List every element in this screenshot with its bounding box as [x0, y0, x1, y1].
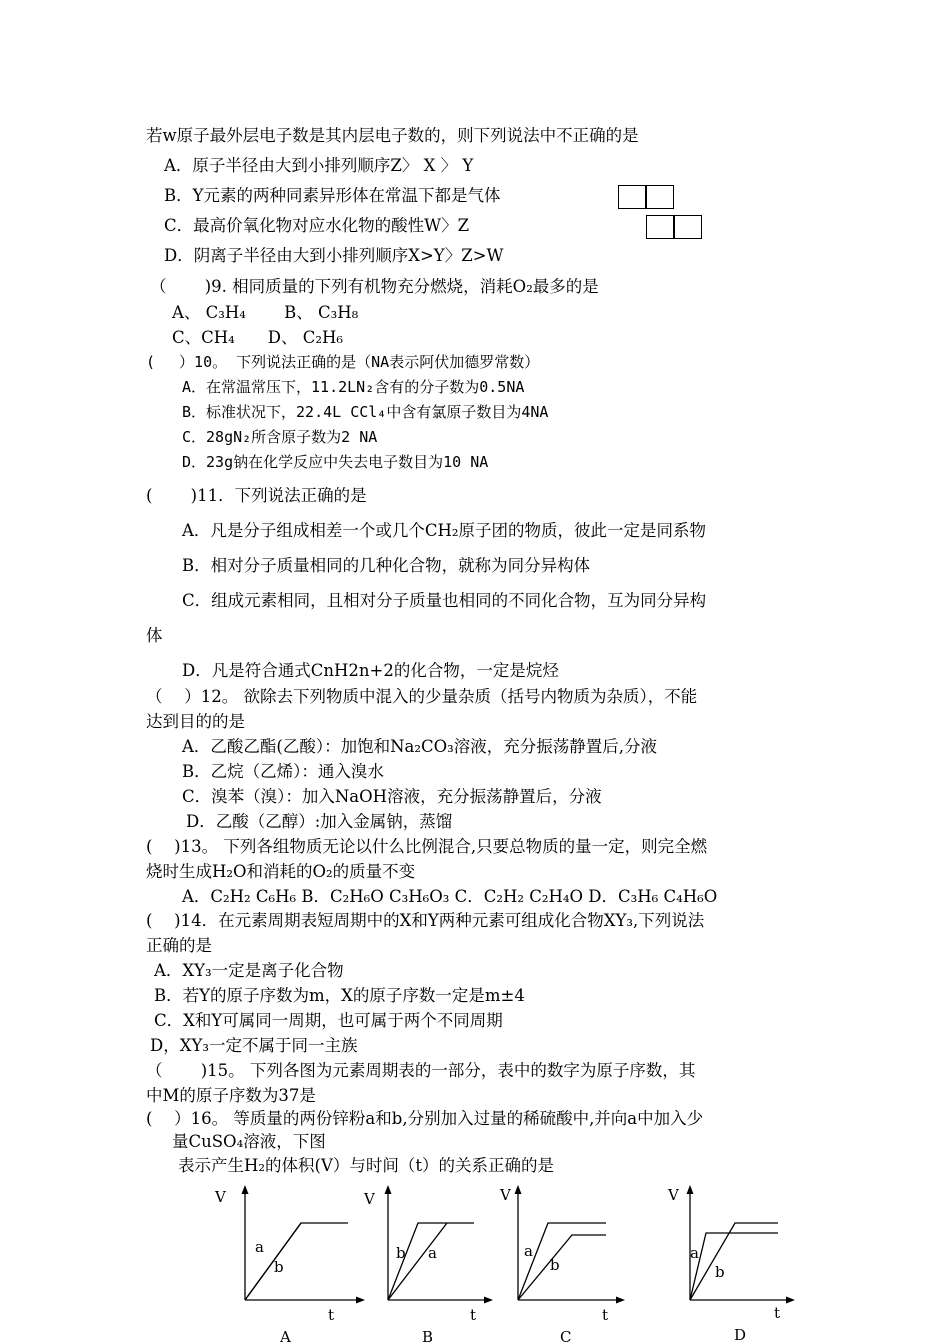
- graph-d-t-label: t: [774, 1304, 781, 1322]
- graph-c-t-label: t: [602, 1306, 609, 1324]
- graph-c-v-label: V: [500, 1186, 511, 1204]
- graph-d-caption: D: [734, 1326, 747, 1344]
- graph-c-series-2: b: [550, 1256, 560, 1274]
- graph-b-caption: B: [422, 1328, 434, 1344]
- graph-d-v-label: V: [668, 1186, 679, 1204]
- graph-b-t-label: t: [470, 1306, 477, 1324]
- q14-option-d: D，XY₃一定不属于同一主族: [150, 1036, 358, 1055]
- q16-stem-cont2: 表示产生H₂的体积(V）与时间（t）的关系正确的是: [178, 1156, 554, 1175]
- q10-option-a: A．在常温常压下，11.2LN₂含有的分子数为0.5NA: [182, 378, 525, 396]
- q9-options-row1: A、 C₃H₄ B、 C₃H₈: [172, 303, 359, 322]
- q11-option-c: C．组成元素相同，且相对分子质量也相同的不同化合物，互为同分异构: [182, 591, 707, 610]
- graph-a-curve-a: [245, 1223, 348, 1300]
- graph-b-v-label: V: [364, 1190, 375, 1208]
- periodic-table-cell: [618, 185, 646, 209]
- q12-option-b: B．乙烷（乙烯）：通入溴水: [182, 762, 384, 781]
- q16-stem-cont: 量CuSO₄溶液，下图: [172, 1132, 326, 1151]
- q13-options: A．C₂H₂ C₆H₆ B．C₂H₆O C₃H₆O₃ C．C₂H₂ C₂H₄O D．C₃H₆ C₄H₆O: [182, 887, 718, 906]
- q8-option-d: D．阴离子半径由大到小排列顺序X>Y〉Z>W: [164, 246, 504, 265]
- graph-c-series-1: a: [524, 1242, 533, 1260]
- q15-stem: （ )15。 下列各图为元素周期表的一部分，表中的数字为原子序数，其: [146, 1061, 696, 1080]
- graph-a-caption: A: [280, 1328, 291, 1344]
- q8-option-a: A．原子半径由大到小排列顺序Z〉 X 〉 Y: [164, 156, 474, 175]
- q16-stem: ( ）16。 等质量的两份锌粉a和b,分别加入过量的稀硫酸中,并向a中加入少: [146, 1109, 704, 1128]
- q15-stem-cont: 中M的原子序数为37是: [146, 1086, 316, 1105]
- graph-a: [200, 1180, 370, 1344]
- q11-option-b: B．相对分子质量相同的几种化合物，就称为同分异构体: [182, 556, 591, 575]
- graph-a-curve-b: [245, 1223, 301, 1300]
- graph-c-caption: C: [560, 1328, 572, 1344]
- q14-stem-cont: 正确的是: [146, 936, 212, 955]
- q10-option-d: D．23g钠在化学反应中失去电子数目为10 NA: [182, 453, 489, 471]
- graph-d-curve-a: [690, 1233, 778, 1300]
- periodic-table-cell: [646, 215, 674, 239]
- graph-a-series-1: a: [255, 1238, 264, 1256]
- q11-option-c-cont: 体: [146, 626, 163, 645]
- q10-option-b: B．标准状况下，22.4L CCl₄中含有氯原子数目为4NA: [182, 403, 549, 421]
- q12-option-a: A．乙酸乙酯(乙酸）：加饱和Na₂CO₃溶液，充分振荡静置后,分液: [182, 737, 658, 756]
- q14-stem: ( )14．在元素周期表短周期中的X和Y两种元素可组成化合物XY₃,下列说法: [146, 911, 705, 930]
- graph-a-v-label: V: [215, 1188, 226, 1206]
- periodic-table-cell: [674, 215, 702, 239]
- q9-options-row2: C、CH₄ D、 C₂H₆: [172, 328, 343, 347]
- graph-d-curve-b: [690, 1223, 778, 1300]
- graph-a-t-label: t: [328, 1306, 335, 1324]
- q12-stem: （ ）12。 欲除去下列物质中混入的少量杂质（括号内物质为杂质），不能: [146, 687, 698, 706]
- graph-d: [660, 1180, 800, 1344]
- q14-option-a: A．XY₃一定是离子化合物: [154, 961, 344, 980]
- q14-option-c: C．X和Y可属同一周期，也可属于两个不同周期: [154, 1011, 503, 1030]
- q9-stem: （ )9. 相同质量的下列有机物充分燃烧，消耗O₂最多的是: [150, 277, 599, 296]
- q13-stem-cont: 烧时生成H₂O和消耗的O₂的质量不变: [146, 862, 416, 881]
- graph-c: [490, 1180, 630, 1344]
- q11-option-d: D．凡是符合通式CnH2n+2的化合物，一定是烷烃: [182, 661, 559, 680]
- q11-stem: ( )11．下列说法正确的是: [146, 486, 367, 505]
- graph-d-series-2: b: [715, 1263, 725, 1281]
- periodic-table-cell: [646, 185, 674, 209]
- graph-d-series-1: a: [690, 1244, 699, 1262]
- q12-stem-cont: 达到目的的是: [146, 712, 245, 731]
- graph-b-series-1: b: [396, 1244, 406, 1262]
- q10-option-c: C．28gN₂所含原子数为2 NA: [182, 428, 378, 446]
- q10-stem: ( ）10。 下列说法正确的是（NA表示阿伏加德罗常数）: [146, 353, 540, 371]
- q12-option-c: C．溴苯（溴）：加入NaOH溶液，充分振荡静置后，分液: [182, 787, 602, 806]
- q11-option-a: A．凡是分子组成相差一个或几个CH₂原子团的物质，彼此一定是同系物: [182, 521, 707, 540]
- q13-stem: ( )13。 下列各组物质无论以什么比例混合,只要总物质的量一定，则完全燃: [146, 837, 708, 856]
- q8-option-b: B．Y元素的两种同素异形体在常温下都是气体: [164, 186, 501, 205]
- graph-a-series-2: b: [274, 1258, 284, 1276]
- q8-option-c: C．最高价氧化物对应水化物的酸性W〉Z: [164, 216, 470, 235]
- graph-b-series-2: a: [428, 1244, 437, 1262]
- q12-option-d: D．乙酸（乙醇）:加入金属钠，蒸馏: [186, 812, 453, 831]
- q8-stem: 若w原子最外层电子数是其内层电子数的，则下列说法中不正确的是: [146, 126, 639, 145]
- graph-b: [348, 1180, 498, 1344]
- q14-option-b: B．若Y的原子序数为m，X的原子序数一定是m±4: [154, 986, 525, 1005]
